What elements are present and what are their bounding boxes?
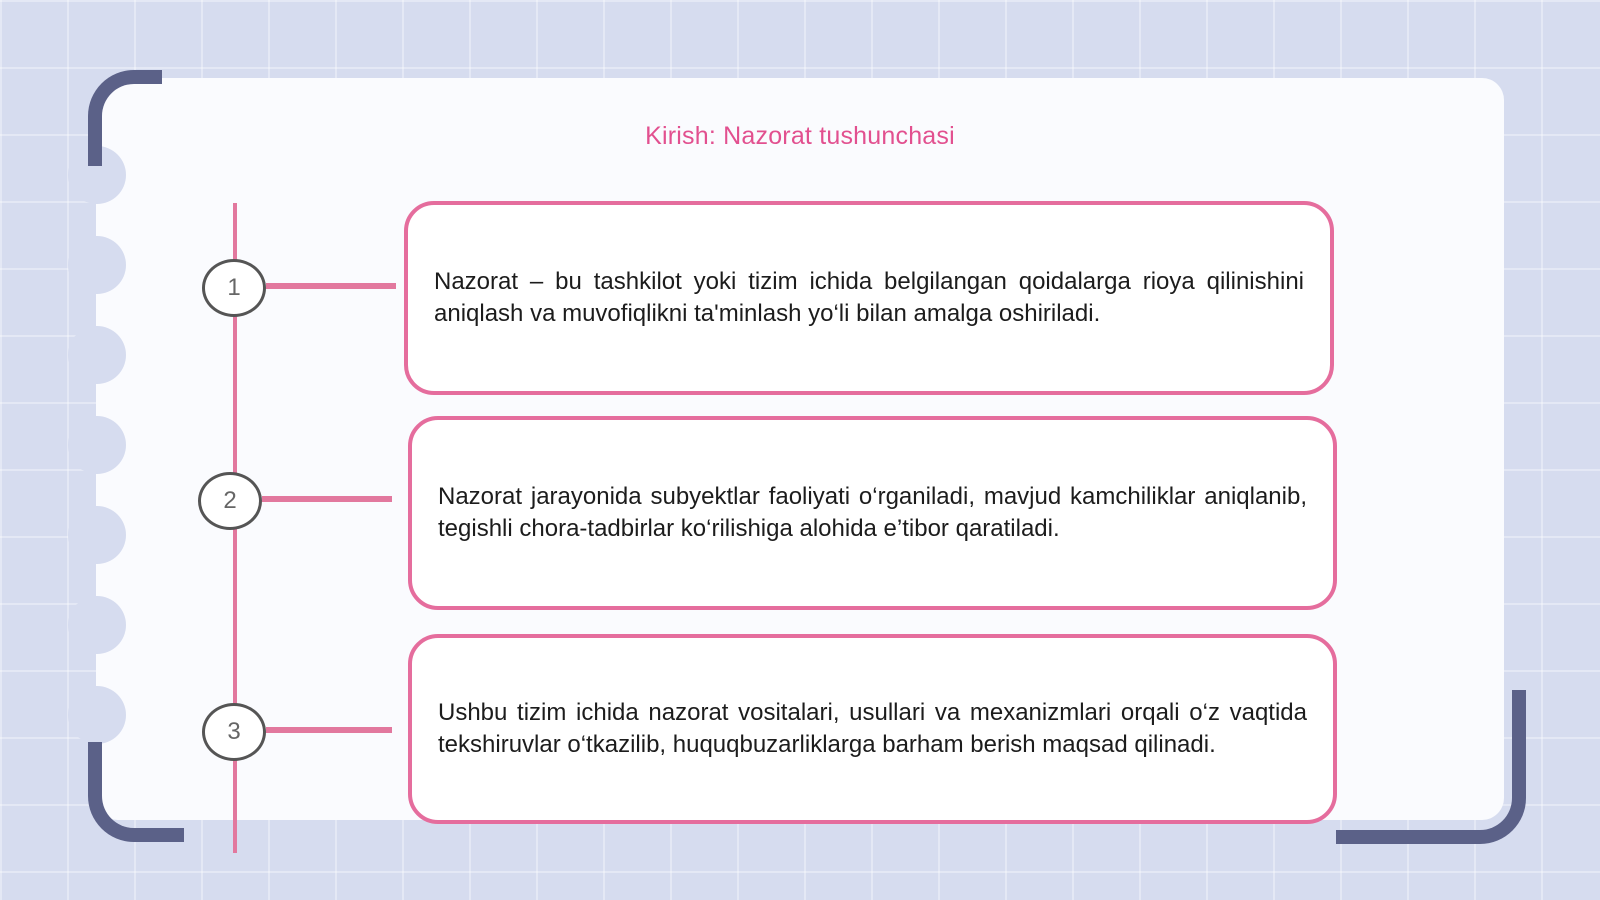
frame-corner-bottom-left	[88, 742, 184, 842]
frame-corner-top-left	[88, 70, 162, 166]
info-card-2	[408, 416, 1337, 610]
info-card-3	[408, 634, 1337, 824]
timeline-connector	[266, 727, 392, 733]
paper-scallop	[68, 596, 126, 654]
info-card-text: Ushbu tizim ichida nazorat vositalari, usullari va mexanizmlari orqali o‘z vaqtida tekshiruvlar o‘tkazilib, huquqbuzarliklarga barham berish maqsad qilinadi.	[438, 699, 1307, 758]
paper-scallop	[68, 506, 126, 564]
timeline-connector	[262, 496, 392, 502]
paper-scallop	[68, 686, 126, 744]
info-card-text: Nazorat – bu tashkilot yoki tizim ichida belgilangan qoidalarga rioya qilinishini aniqlash va muvofiqlikni ta'minlash yo‘li bilan amalga oshiriladi.	[434, 268, 1304, 327]
paper-scallop	[68, 326, 126, 384]
paper-scallop	[68, 236, 126, 294]
slide-title: Kirish: Nazorat tushunchasi	[645, 122, 955, 150]
info-card-1	[404, 201, 1334, 395]
paper-scallop	[68, 416, 126, 474]
step-number-3: 3	[202, 703, 266, 761]
frame-corner-bottom-right	[1336, 690, 1526, 844]
step-number-2: 2	[198, 472, 262, 530]
timeline-connector	[266, 283, 396, 289]
info-card-text: Nazorat jarayonida subyektlar faoliyati o‘rganiladi, mavjud kamchiliklar aniqlanib, tegishli chora-tadbirlar ko‘rilishiga alohida e’tibor qaratiladi.	[438, 483, 1307, 542]
step-number-1: 1	[202, 259, 266, 317]
